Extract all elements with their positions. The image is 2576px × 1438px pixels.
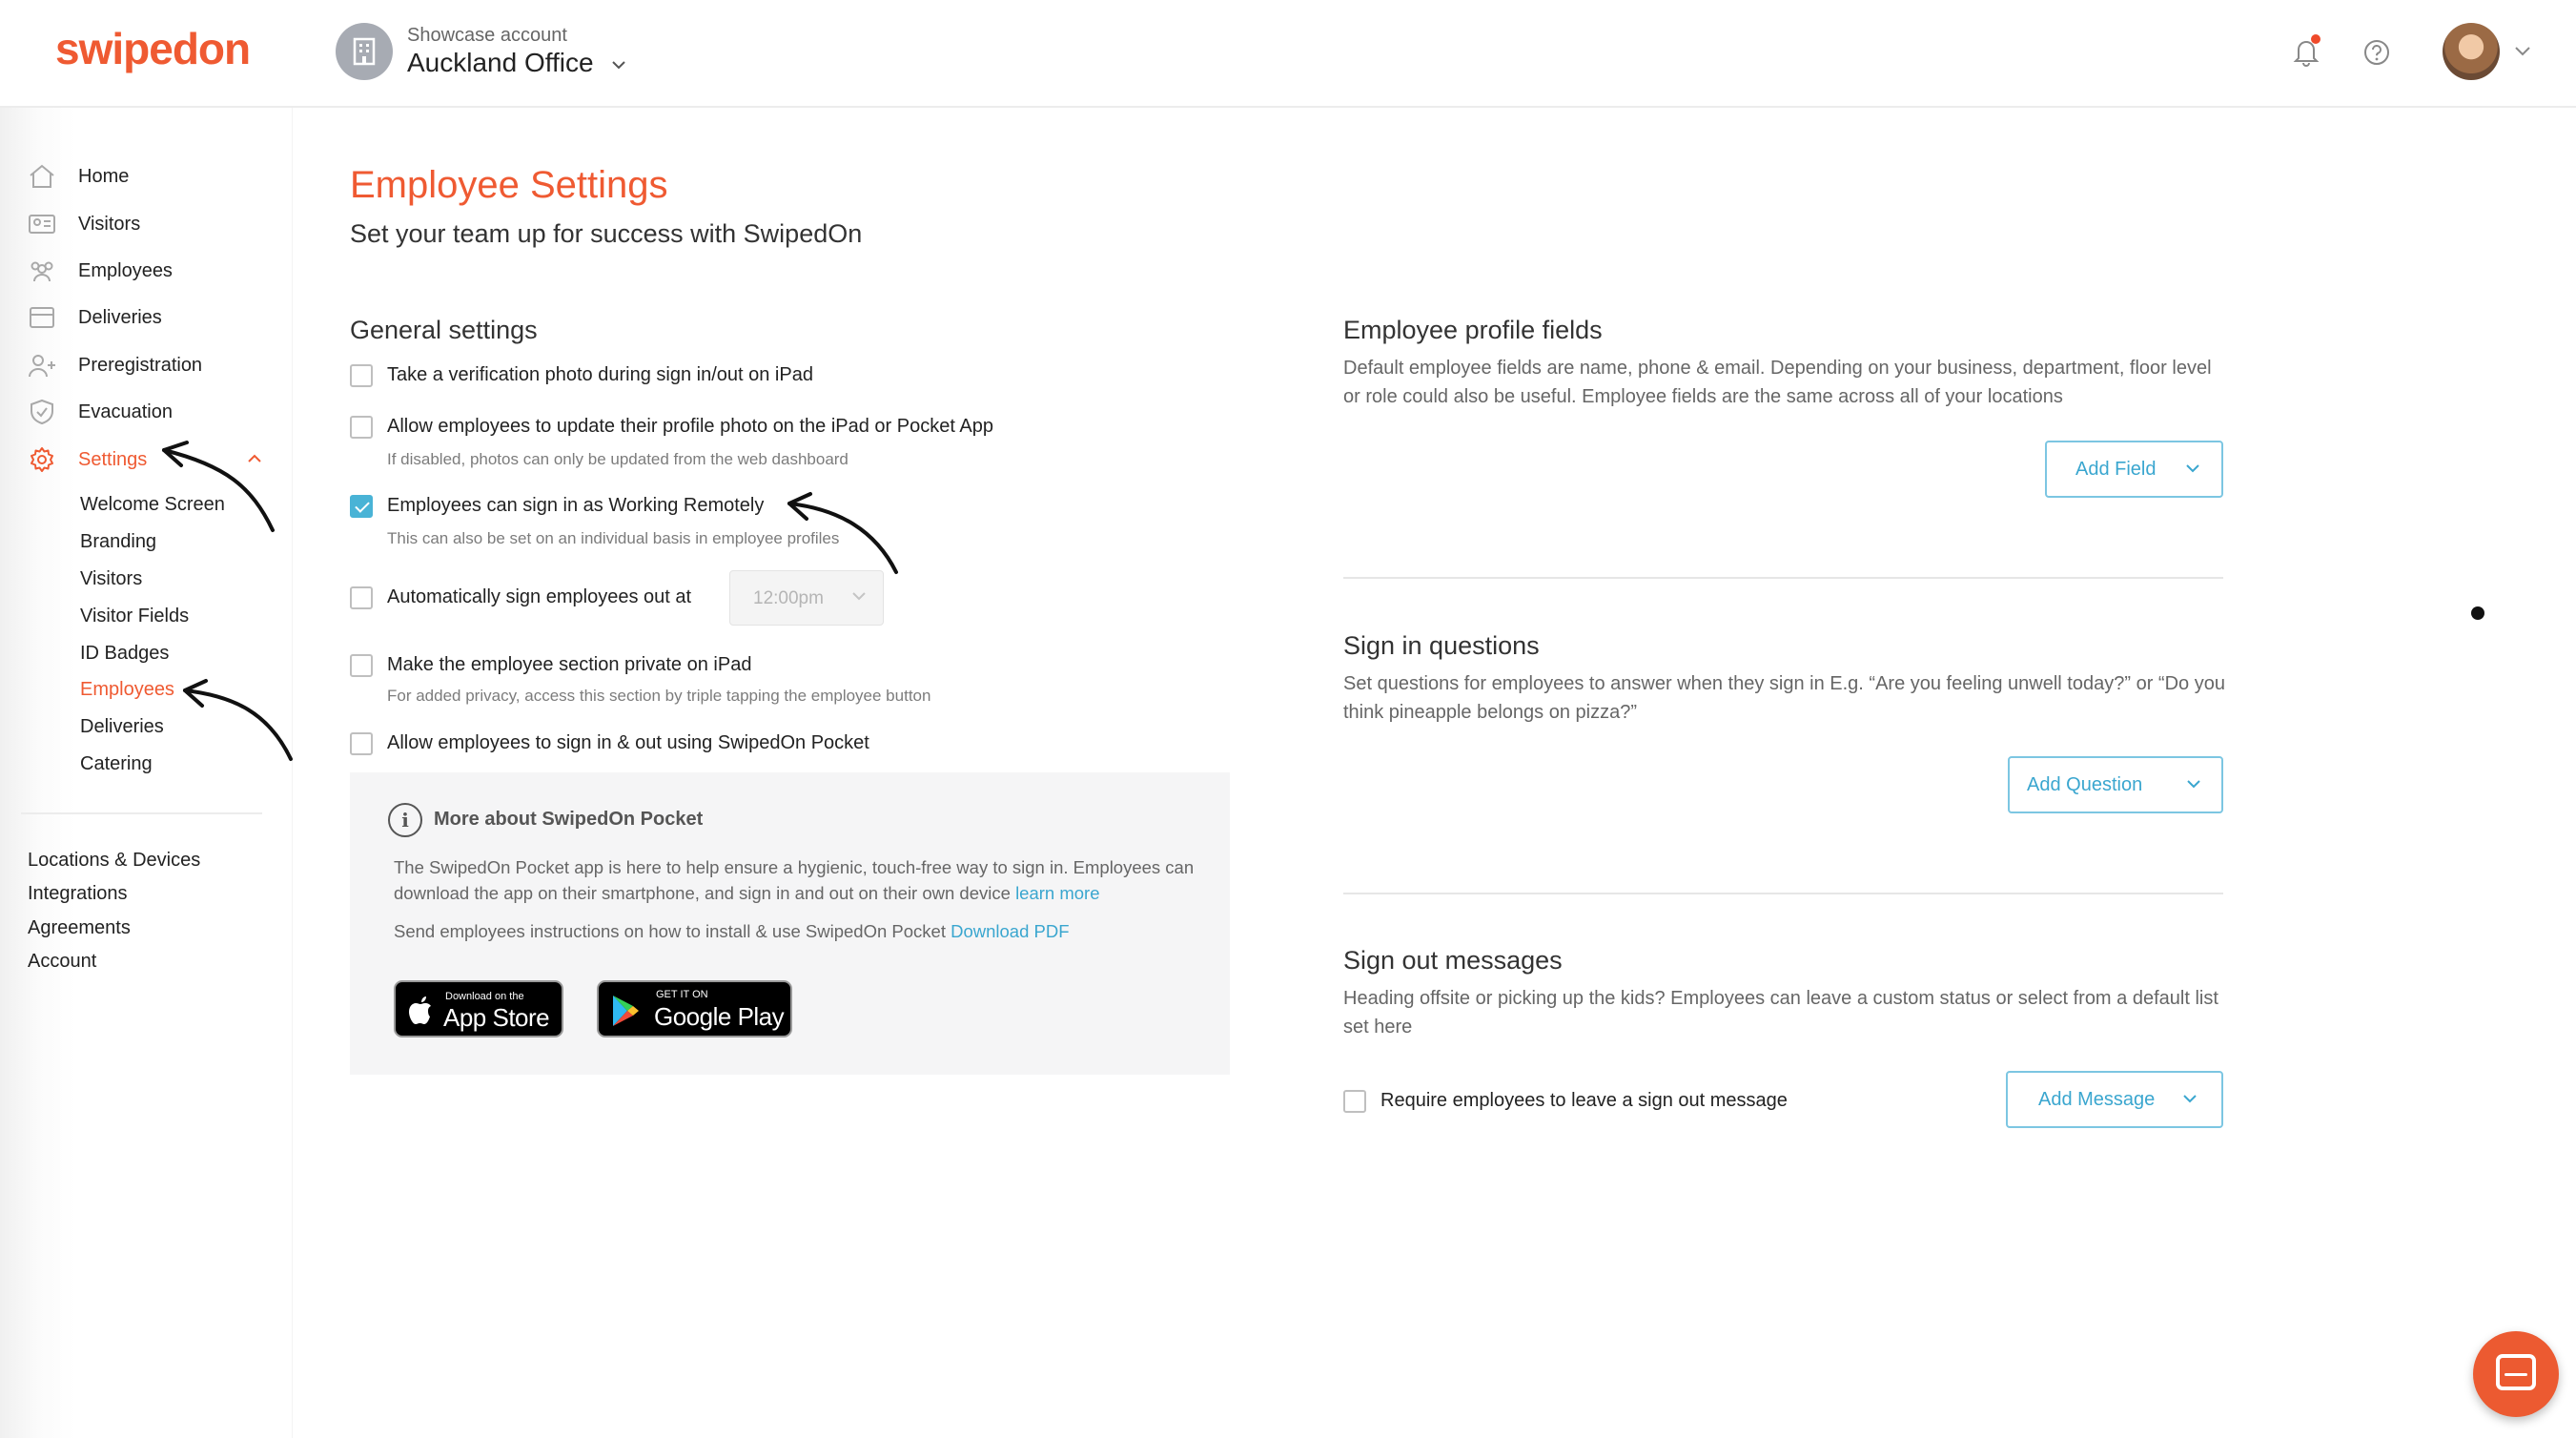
add-field-button[interactable]	[2045, 441, 2223, 498]
sidebar-item-label: Home	[78, 165, 130, 187]
avatar[interactable]	[2443, 23, 2500, 80]
general-settings-title: General settings	[350, 316, 538, 344]
require-signout-message-checkbox[interactable]	[1343, 1090, 1366, 1113]
sidebar-item-home[interactable]	[0, 157, 293, 195]
sign-in-questions-description: Set questions for employees to answer when they sign in E.g. “Are you feeling unwell today?” or “Do you think pineapple belongs on pizza?”	[1343, 673, 2225, 723]
shield-check-icon	[27, 399, 57, 425]
home-icon	[27, 163, 57, 190]
verification-photo-checkbox[interactable]	[350, 364, 373, 387]
settings-sub-visitor-fields[interactable]: Visitor Fields	[80, 606, 190, 627]
section-divider	[1343, 577, 2223, 579]
sidebar-item-agreements[interactable]: Agreements	[28, 917, 131, 938]
sidebar-item-visitors[interactable]	[0, 205, 293, 243]
update-photo-hint: If disabled, photos can only be updated from the web dashboard	[387, 450, 848, 468]
notification-dot	[2311, 34, 2320, 44]
settings-sub-visitors[interactable]: Visitors	[80, 568, 143, 589]
learn-more-link[interactable]: learn more	[1015, 883, 1100, 903]
sidebar-item-label: Employees	[78, 259, 173, 281]
sign-out-messages-description: Heading offsite or picking up the kids? Employees can leave a custom status or select from a default list set here	[1343, 988, 2218, 1037]
pocket-panel-title: More about SwipedOn Pocket	[434, 809, 704, 830]
working-remotely-label: Employees can sign in as Working Remotely	[387, 495, 765, 516]
add-field-label: Add Field	[2075, 459, 2157, 480]
working-remotely-hint: This can also be set on an individual basis in employee profiles	[387, 529, 840, 547]
page-subtitle: Set your team up for success with SwipedOn	[350, 219, 863, 248]
sidebar-item-account[interactable]: Account	[28, 951, 97, 972]
settings-sub-deliveries[interactable]: Deliveries	[80, 716, 164, 737]
settings-sub-catering[interactable]: Catering	[80, 753, 153, 774]
sidebar-item-evacuation[interactable]	[0, 393, 293, 431]
app-store-small-text: Download on the	[445, 991, 524, 1002]
chat-icon	[2496, 1354, 2536, 1390]
chevron-up-icon[interactable]	[246, 452, 263, 465]
sidebar-item-employees[interactable]	[0, 252, 293, 290]
chat-icon-smile	[2504, 1373, 2527, 1376]
add-message-label: Add Message	[2038, 1089, 2156, 1110]
chat-launcher-button[interactable]	[2473, 1331, 2559, 1417]
account-label: Showcase account	[407, 25, 567, 46]
settings-sub-employees[interactable]: Employees	[80, 679, 174, 700]
sidebar-item-deliveries[interactable]	[0, 298, 293, 337]
pocket-signin-label: Allow employees to sign in & out using SwipedOn Pocket	[387, 732, 869, 753]
profile-fields-description: Default employee fields are name, phone & email. Depending on your business, department, floor level or role could also be useful. Employee fields are the same across all of your locations	[1343, 358, 2212, 407]
page-title: Employee Settings	[350, 164, 668, 206]
sidebar-item-label: Evacuation	[78, 401, 173, 422]
app-store-badge[interactable]	[394, 980, 563, 1037]
sidebar-item-settings[interactable]	[0, 441, 293, 479]
swipedon-logo[interactable]: swipedon	[55, 24, 251, 73]
private-section-checkbox[interactable]	[350, 654, 373, 677]
sign-out-messages-title: Sign out messages	[1343, 946, 1563, 975]
sidebar-item-locations-devices[interactable]: Locations & Devices	[28, 850, 201, 871]
private-section-hint: For added privacy, access this section by triple tapping the employee button	[387, 687, 931, 705]
app-store-big-text: App Store	[443, 1003, 550, 1032]
chevron-down-icon[interactable]	[610, 59, 627, 71]
sidebar-item-label: Preregistration	[78, 354, 203, 376]
download-pdf-link[interactable]: Download PDF	[951, 921, 1070, 941]
signout-time-select[interactable]	[729, 570, 884, 626]
sidebar-item-integrations[interactable]: Integrations	[28, 883, 128, 904]
cursor-dot	[2471, 606, 2484, 620]
require-signout-message-label: Require employees to leave a sign out message	[1380, 1090, 1788, 1111]
verification-photo-label: Take a verification photo during sign in/out on iPad	[387, 364, 813, 385]
sidebar-item-label: Deliveries	[78, 306, 162, 328]
chevron-down-icon	[2181, 1092, 2198, 1105]
profile-fields-title: Employee profile fields	[1343, 316, 1603, 344]
working-remotely-checkbox[interactable]	[350, 495, 373, 518]
chevron-down-icon	[2184, 462, 2201, 475]
google-play-big-text: Google Play	[654, 1002, 785, 1031]
help-icon[interactable]	[2362, 38, 2391, 67]
sign-in-questions-title: Sign in questions	[1343, 631, 1540, 660]
pocket-pdf-text: Send employees instructions on how to install & use SwipedOn Pocket	[394, 921, 946, 941]
apple-icon	[407, 994, 436, 1026]
location-selector[interactable]: Auckland Office	[407, 48, 594, 77]
add-message-button[interactable]	[2006, 1071, 2223, 1128]
google-play-icon	[610, 994, 641, 1028]
pocket-pdf-line	[394, 921, 1070, 942]
sidebar-divider	[21, 812, 262, 814]
add-question-button[interactable]	[2008, 756, 2223, 813]
pocket-description-text: The SwipedOn Pocket app is here to help ensure a hygienic, touch-free way to sign in. Employees can download the app on their smartphone, and sign in and out on their own device	[394, 857, 1195, 903]
signout-time-value: 12:00pm	[753, 588, 824, 608]
sidebar-item-label: Visitors	[78, 213, 141, 235]
info-icon: i	[388, 803, 422, 837]
chevron-down-icon	[2185, 777, 2202, 791]
chevron-down-icon	[850, 590, 868, 602]
google-play-badge[interactable]	[597, 980, 792, 1037]
sidebar-item-preregistration[interactable]	[0, 346, 293, 384]
section-divider	[1343, 893, 2223, 894]
private-section-label: Make the employee section private on iPad	[387, 654, 752, 675]
pocket-description	[394, 854, 1195, 906]
sidebar	[0, 108, 293, 1438]
user-plus-icon	[27, 352, 57, 379]
google-play-small-text: GET IT ON	[656, 989, 708, 1000]
sidebar-item-label: Settings	[78, 448, 148, 470]
update-photo-label: Allow employees to update their profile photo on the iPad or Pocket App	[387, 416, 993, 437]
chevron-down-icon[interactable]	[2513, 44, 2532, 57]
box-icon	[27, 304, 57, 331]
building-icon[interactable]	[336, 23, 393, 80]
id-card-icon	[27, 211, 57, 237]
pocket-info-panel	[350, 772, 1230, 1075]
auto-signout-label: Automatically sign employees out at	[387, 586, 692, 607]
add-question-label: Add Question	[2027, 774, 2143, 795]
settings-sub-branding[interactable]: Branding	[80, 531, 157, 552]
gear-icon	[27, 446, 57, 473]
settings-sub-welcome-screen[interactable]: Welcome Screen	[80, 494, 225, 515]
update-photo-checkbox[interactable]	[350, 416, 373, 439]
auto-signout-checkbox[interactable]	[350, 586, 373, 609]
settings-sub-id-badges[interactable]: ID Badges	[80, 643, 170, 664]
people-icon	[27, 257, 57, 284]
pocket-signin-checkbox[interactable]	[350, 732, 373, 755]
top-bar	[0, 0, 2576, 108]
